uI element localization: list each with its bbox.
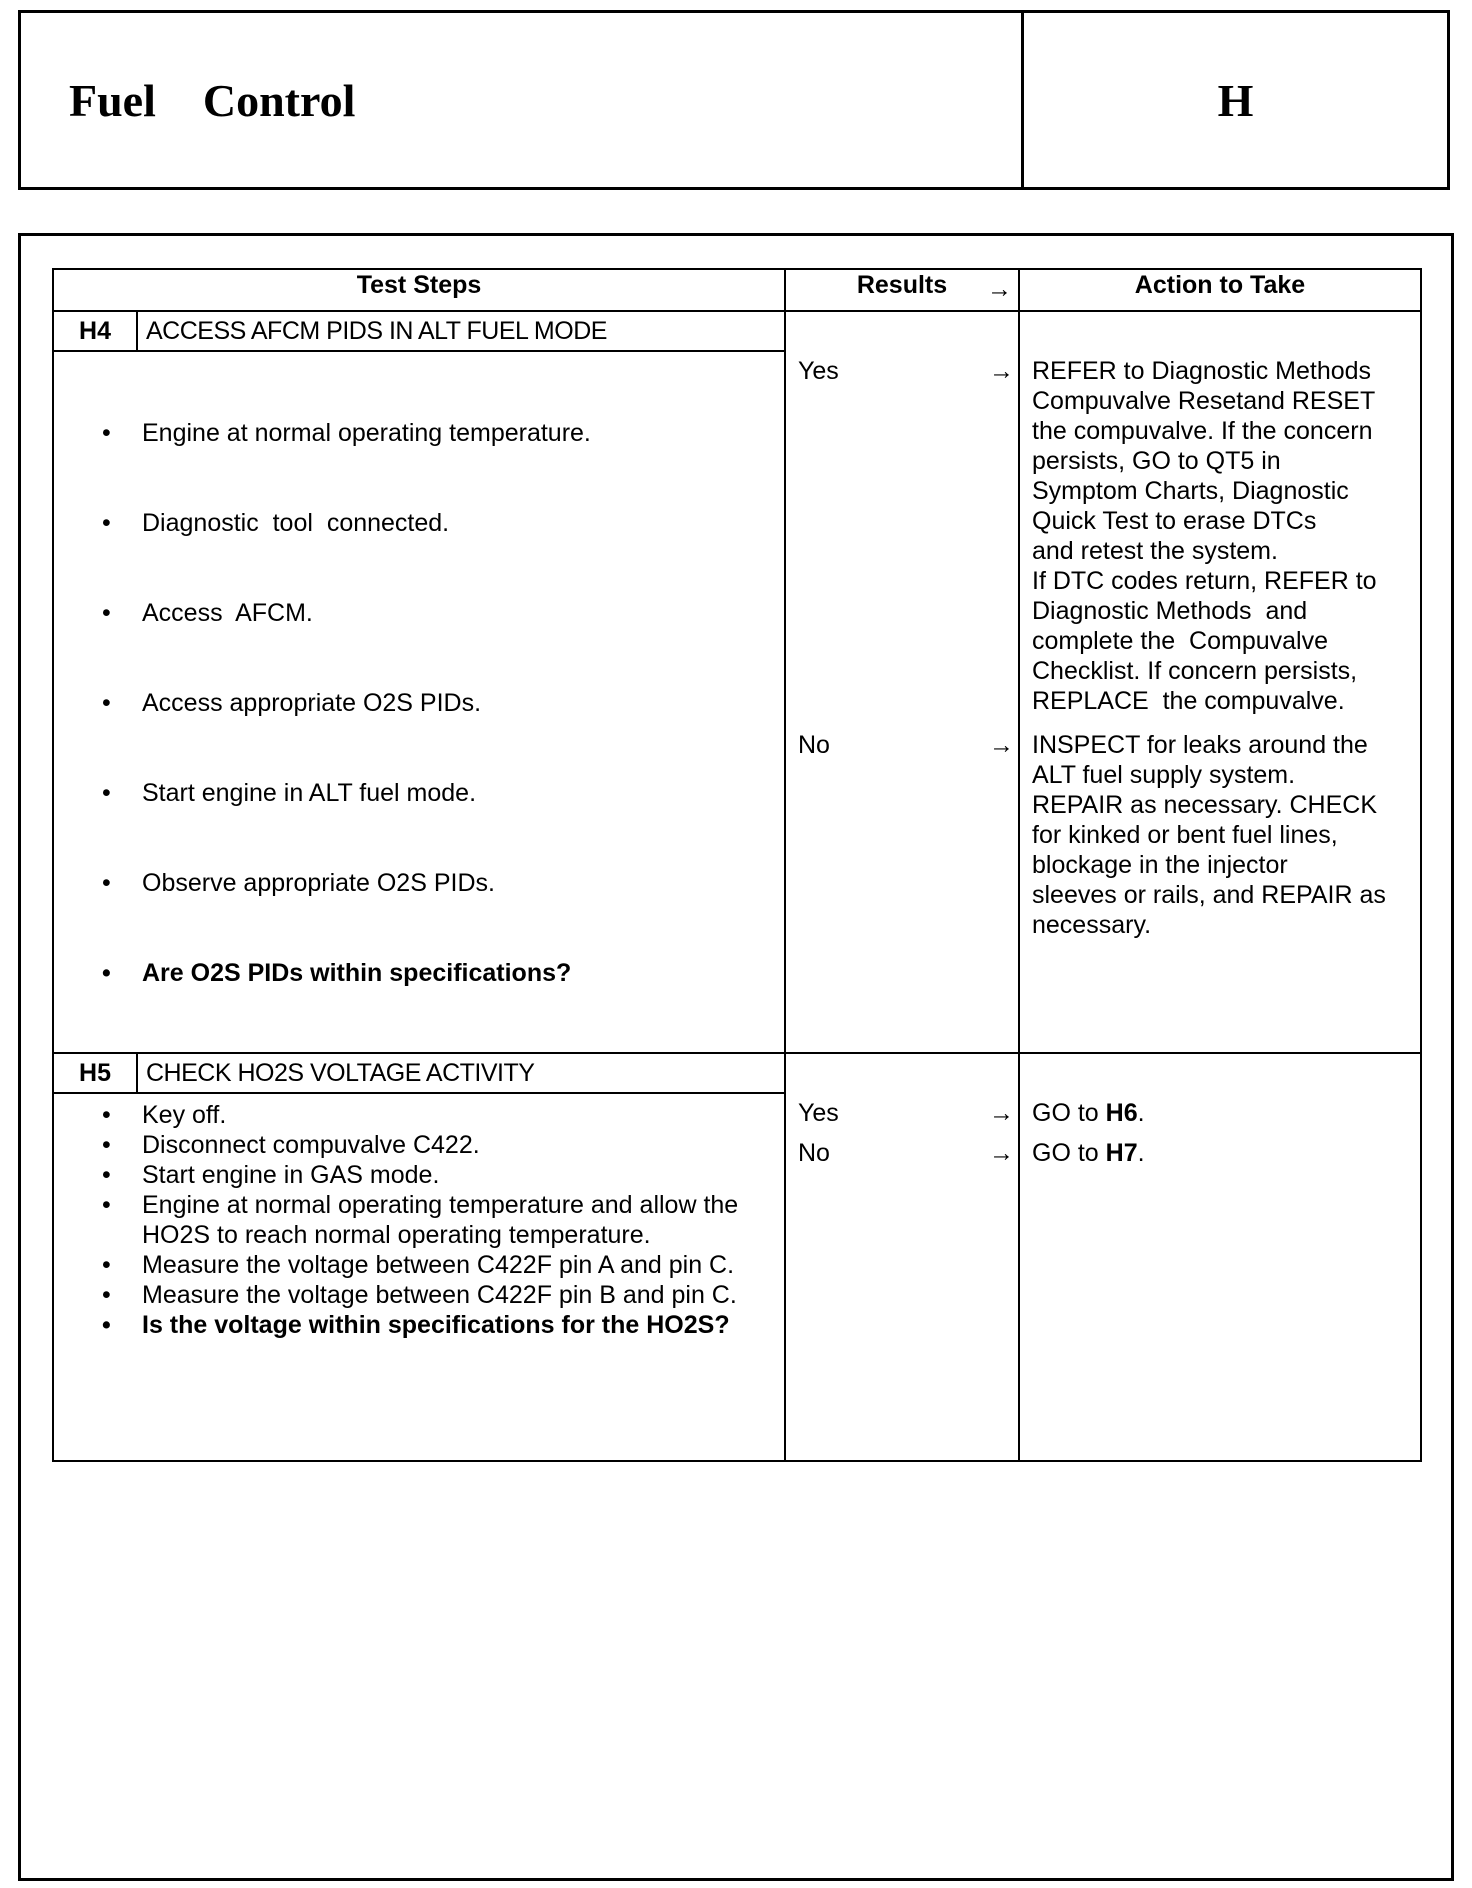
action-line: and retest the system. xyxy=(1032,537,1278,565)
action-line: complete the Compuvalve xyxy=(1032,627,1328,655)
action-line: ALT fuel supply system. xyxy=(1032,761,1296,789)
step-name: ACCESS AFCM PIDS IN ALT FUEL MODE xyxy=(146,317,607,345)
action-text: GO to xyxy=(1032,1099,1106,1127)
action-text: . xyxy=(1137,1099,1145,1127)
list-item: • Observe appropriate O2S PIDs. xyxy=(94,868,774,898)
action-no xyxy=(1032,730,1416,940)
list-item: • Start engine in ALT fuel mode. xyxy=(94,778,774,808)
section-code: H xyxy=(1217,74,1254,126)
result-label: No xyxy=(798,731,830,759)
step-name: CHECK HO2S VOLTAGE ACTIVITY xyxy=(146,1059,535,1087)
list-item: • Start engine in GAS mode. xyxy=(94,1160,774,1190)
action-yes xyxy=(1032,356,1416,716)
list-item: • Access appropriate O2S PIDs. xyxy=(94,688,774,718)
action-line: Diagnostic Methods and xyxy=(1032,597,1308,625)
list-item: • Disconnect compuvalve C422. xyxy=(94,1130,774,1160)
list-item: • Engine at normal operating temperature and allow the HO2S to reach normal operating temperature. xyxy=(94,1190,774,1250)
list-item: • Measure the voltage between C422F pin A and pin C. xyxy=(94,1250,774,1280)
arrow-right-icon: → xyxy=(989,731,1014,759)
arrow-right-icon: → xyxy=(989,1139,1014,1167)
list-item: • Diagnostic tool connected. xyxy=(94,508,774,538)
result-label: Yes xyxy=(798,357,839,385)
action-cell xyxy=(1019,1053,1421,1461)
test-steps-table xyxy=(52,268,1422,1462)
action-text: . xyxy=(1137,1139,1145,1167)
step-heading xyxy=(54,1054,784,1094)
go-target-link[interactable]: H6 xyxy=(1105,1099,1138,1127)
action-cell xyxy=(1019,311,1421,1053)
action-text: GO to xyxy=(1032,1139,1106,1167)
test-step-cell xyxy=(53,311,785,1053)
test-step-cell xyxy=(53,1053,785,1461)
step-id: H5 xyxy=(54,1054,138,1092)
action-line: necessary. xyxy=(1032,911,1152,939)
results-cell xyxy=(785,311,1019,1053)
step-instructions xyxy=(54,1094,784,1344)
result-label: Yes xyxy=(798,1099,839,1127)
header-test-steps: Test Steps xyxy=(53,269,785,311)
step-question: • Is the voltage within specifications for the HO2S? xyxy=(94,1310,774,1340)
action-line: blockage in the injector xyxy=(1032,851,1288,879)
step-instructions xyxy=(54,352,784,1052)
action-yes xyxy=(1032,1098,1416,1128)
arrow-right-icon: → xyxy=(989,357,1014,385)
step-heading xyxy=(54,312,784,352)
action-line: persists, GO to QT5 in xyxy=(1032,447,1281,475)
action-line: sleeves or rails, and REPAIR as xyxy=(1032,881,1386,909)
header-results-label: Results xyxy=(856,271,948,299)
action-line: Symptom Charts, Diagnostic xyxy=(1032,477,1349,505)
arrow-right-icon: → xyxy=(987,275,1012,303)
table-row xyxy=(53,311,1421,1053)
action-line: If DTC codes return, REFER to xyxy=(1032,567,1377,595)
arrow-right-icon: → xyxy=(989,1099,1014,1127)
result-no xyxy=(798,1138,1014,1168)
result-yes xyxy=(798,1098,1014,1128)
list-item: • Measure the voltage between C422F pin B and pin C. xyxy=(94,1280,774,1310)
result-label: No xyxy=(798,1139,830,1167)
action-line: the compuvalve. If the concern xyxy=(1032,417,1373,445)
action-line: Compuvalve Resetand RESET xyxy=(1032,387,1376,415)
step-question: • Are O2S PIDs within specifications? xyxy=(94,958,774,988)
action-line: REFER to Diagnostic Methods xyxy=(1032,357,1372,385)
header-action-to-take: Action to Take xyxy=(1019,269,1421,311)
action-no xyxy=(1032,1138,1416,1168)
list-item: • Access AFCM. xyxy=(94,598,774,628)
header-results xyxy=(785,269,1019,311)
list-item: • Engine at normal operating temperature. xyxy=(94,418,774,448)
page-header xyxy=(18,10,1450,190)
action-line: Checklist. If concern persists, xyxy=(1032,657,1358,685)
action-line: for kinked or bent fuel lines, xyxy=(1032,821,1338,849)
action-line: Quick Test to erase DTCs xyxy=(1032,507,1317,535)
list-item: • Key off. xyxy=(94,1100,774,1130)
result-no xyxy=(798,730,1014,760)
action-line: INSPECT for leaks around the xyxy=(1032,731,1368,759)
page-title: Fuel Control xyxy=(69,74,356,126)
step-id: H4 xyxy=(54,312,138,350)
go-target-link[interactable]: H7 xyxy=(1105,1139,1138,1167)
results-cell xyxy=(785,1053,1019,1461)
result-yes xyxy=(798,356,1014,386)
action-line: REPLACE the compuvalve. xyxy=(1032,687,1345,715)
table-row xyxy=(53,1053,1421,1461)
action-line: REPAIR as necessary. CHECK xyxy=(1032,791,1378,819)
